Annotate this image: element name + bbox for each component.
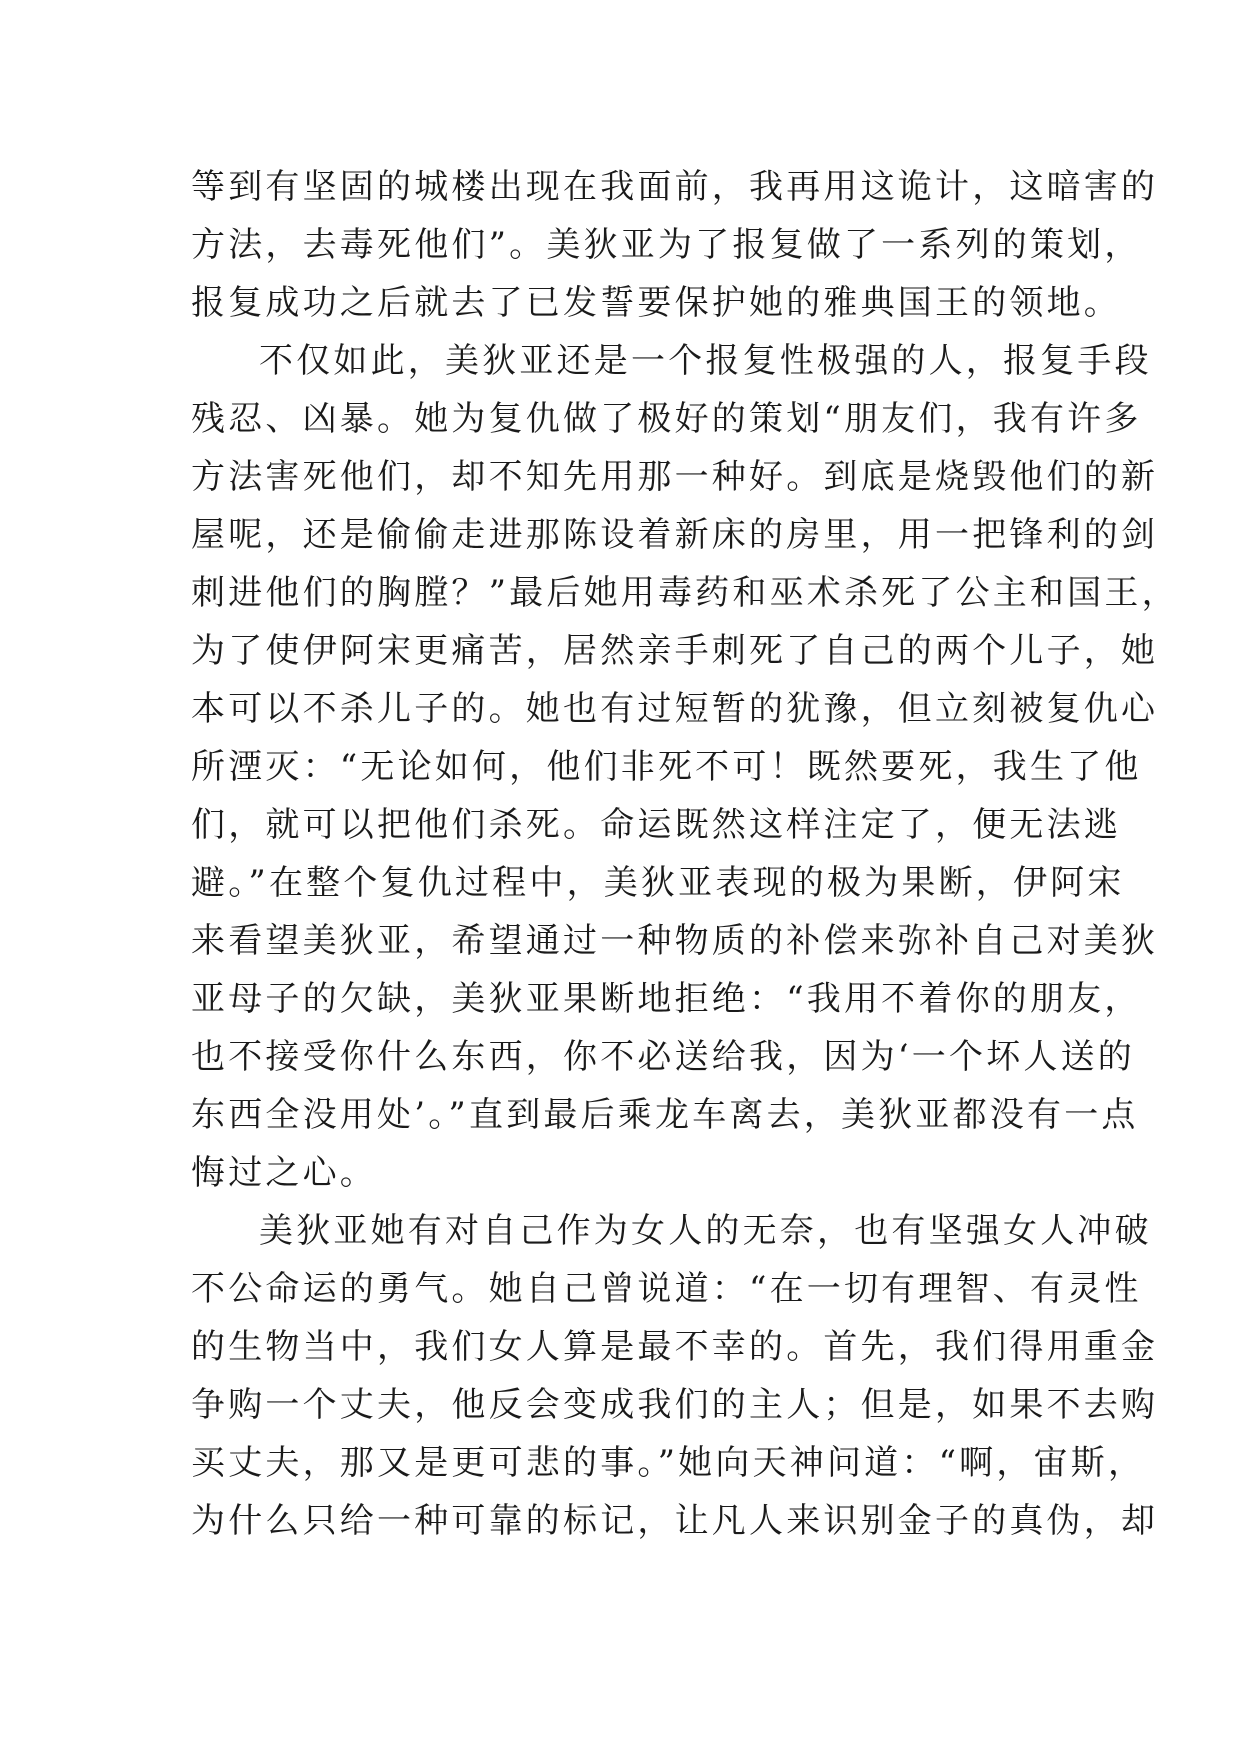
text-line: 亚母子的欠缺，美狄亚果断地拒绝：“我用不着你的朋友，	[191, 979, 1142, 1019]
text-line: 来看望美狄亚，希望通过一种物质的补偿来弥补自己对美狄	[191, 921, 1159, 961]
paragraph-first-line: 不仅如此，美狄亚还是一个报复性极强的人，报复手段	[259, 341, 1152, 381]
paragraph-first-line: 美狄亚她有对自己作为女人的无奈，也有坚强女人冲破	[259, 1211, 1152, 1251]
text-line: 们，就可以把他们杀死。命运既然这样注定了，便无法逃	[191, 805, 1121, 845]
text-line: 本可以不杀儿子的。她也有过短暂的犹豫，但立刻被复仇心	[191, 689, 1159, 729]
text-line: 的生物当中，我们女人算是最不幸的。首先，我们得用重金	[191, 1327, 1159, 1367]
text-line: 刺进他们的胸膛？”最后她用毒药和巫术杀死了公主和国王，	[191, 573, 1179, 613]
text-line: 也不接受你什么东西，你不必送给我，因为‘一个坏人送的	[191, 1037, 1136, 1077]
text-line: 等到有坚固的城楼出现在我面前，我再用这诡计，这暗害的	[191, 167, 1159, 207]
text-line: 悔过之心。	[191, 1153, 377, 1193]
text-line: 不公命运的勇气。她自己曾说道：“在一切有理智、有灵性	[191, 1269, 1142, 1309]
text-line: 方法，去毒死他们”。美狄亚为了报复做了一系列的策划，	[191, 225, 1142, 265]
text-line: 屋呢，还是偷偷走进那陈设着新床的房里，用一把锋利的剑	[191, 515, 1159, 555]
text-line: 所湮灭：“无论如何，他们非死不可！既然要死，我生了他	[191, 747, 1142, 787]
text-line: 买丈夫，那又是更可悲的事。”她向天神问道：“啊，宙斯，	[191, 1443, 1146, 1483]
text-line: 为什么只给一种可靠的标记，让凡人来识别金子的真伪，却	[191, 1501, 1159, 1541]
text-line: 争购一个丈夫，他反会变成我们的主人；但是，如果不去购	[191, 1385, 1159, 1425]
text-line: 报复成功之后就去了已发誓要保护她的雅典国王的领地。	[191, 283, 1121, 323]
text-line: 东西全没用处’。”直到最后乘龙车离去，美狄亚都没有一点	[191, 1095, 1139, 1135]
document-body	[191, 158, 1179, 1550]
text-line: 为了使伊阿宋更痛苦，居然亲手刺死了自己的两个儿子，她	[191, 631, 1159, 671]
text-line: 残忍、凶暴。她为复仇做了极好的策划“朋友们，我有许多	[191, 399, 1142, 439]
text-line: 避。”在整个复仇过程中，美狄亚表现的极为果断，伊阿宋	[191, 863, 1125, 903]
text-line: 方法害死他们，却不知先用那一种好。到底是烧毁他们的新	[191, 457, 1159, 497]
